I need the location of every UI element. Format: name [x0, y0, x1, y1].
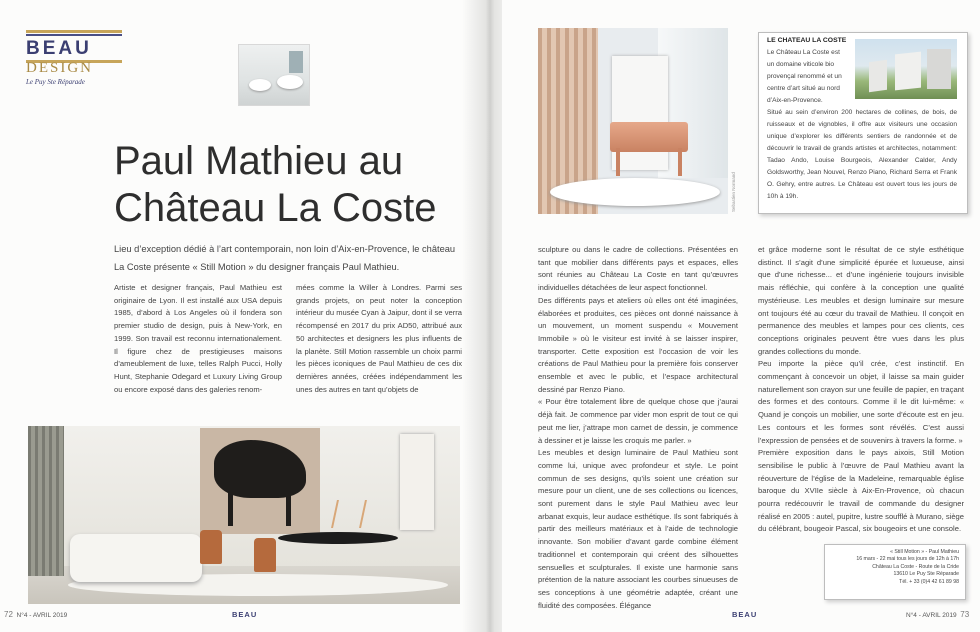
interior-exhibition-photo [28, 426, 460, 604]
chateau-sidebar [758, 32, 968, 214]
exhibition-info-box [824, 544, 966, 600]
black-table [278, 532, 398, 544]
copper-bench [610, 122, 688, 152]
info-city: 13610 Le Puy Ste Réparade [893, 571, 959, 578]
chateau-landscape-photo [855, 39, 957, 99]
article-column-2 [296, 282, 462, 396]
right-photo-credit: Sebastien Normand [731, 172, 736, 212]
article-column-3 [538, 244, 738, 612]
column-3-para-1: sculpture ou dans le cadre de collections. Présentées en tant que mobilier dans différents pays et espaces, elles sont réunies au Château La Coste en tant qu’œuvres individuelles détachées de leur aspect fonctionnel. [538, 245, 738, 293]
sidebar-heading: LE CHATEAU LA COSTE [767, 37, 847, 44]
logo-sub: DESIGN [26, 60, 93, 76]
logo-tagline: Le Puy Ste Réparade [26, 78, 85, 86]
info-title: « Still Motion » - Paul Mathieu [890, 549, 959, 555]
column-2-text: mées comme la Willer à Londres. Parmi ses grands projets, on peut noter la conception intérieur du musée Cyan à Jaipur, dont il se verra récompensé en 2017 du prix AD50, attribué aux 50 architectes et designers les plus influents de la planète. Still Motion rassemble un choix parmi les pièces iconiques de Paul Mathieu de ces dix dernières années, créées indépendamment les unes des autres en tant qu’objets de [296, 283, 462, 394]
right-page [502, 0, 980, 632]
column-4-para-1: et grâce moderne sont le résultat de ce style esthétique distinct. Il s’agit d’une simplicité épurée et luxueuse, ainsi que d’une richesse... et d’une ingénierie toujours invisible mais réfléchie, qui confère à la conception une qualité mystérieuse. Les meubles et design luminaire sur mesure ont toujours été au cœur du travail de Mathieu. Il conçoit en permanence des meubles et lampes pour ces clients, ces conceptions originales peuvent être vues dans les plus grandes collections du monde. [758, 245, 964, 356]
article-lead: Lieu d’exception dédié à l’art contemporain, non loin d’Aix-en-Provence, le château La Coste présente « Still Motion » du designer français Paul Mathieu. [114, 244, 456, 272]
title-line-1: Paul Mathieu au [114, 139, 404, 183]
info-phone: Tél. + 33 (0)4 42 61 89 98 [899, 578, 959, 585]
left-folio: 72 N°4 - AVRIL 2019 [4, 610, 68, 619]
right-folio: N°4 - AVRIL 2019 73 [906, 610, 970, 619]
logo-brand: BEAU [26, 38, 92, 59]
white-sofa [70, 534, 202, 582]
title-line-2: Château La Coste [114, 186, 437, 230]
left-page [0, 0, 478, 632]
column-4-para-3: Première exposition dans le pays aixois, Still Motion sensibilise le public à l’œuvre de Paul Mathieu avant la réouverture de l’église de la Madeleine, remarquable église baroque du XVIIe siècle à Aix-En-Provence, où chacun pourra redécouvrir le travail de commande du designer réalisé en 2005 : autel, pupitre, lustre soufflé à Murano, siège du célébrant, bougeoir Pascal, six bougeoirs et une console. [758, 448, 964, 534]
bench-sculpture-photo [538, 28, 728, 214]
column-3-para-4: Les meubles et design luminaire de Paul Mathieu sont comme lui, unique avec profondeur et style. Le point commun de ses designs, qu’ils soient une création sur mesure pour un client, une de ses collections ou licences, sont purement dans le style Paul Mathieu avec leur arbanat exquis, leur audace esthétique. Ils sont fabriqués à partir des meilleurs matériaux et à l’aide de technologie innovante. Son mobilier d’avant garde combine élément traditionnel et contemporain qui créent des silhouettes sensuelles et sculpturales. Il existe une harmonie sans prétention de la nature associant les courbes sinueuses de ses conceptions à une géométrie adaptée, créant une fluidité des composées. Élégance [538, 448, 738, 610]
info-venue: Château La Coste - Route de la Cride [872, 563, 959, 570]
beau-design-logo [26, 30, 122, 86]
article-column-4 [758, 244, 964, 536]
column-3-quote: « Pour être totalement libre de quelque chose que j’aurai déjà fait. Je commence par vider mon esprit de tout ce qui peut me lier, j’attrape mon carnet de dessin, je commence à dessiner et je laisse les croquis me parler. » [538, 397, 738, 445]
info-dates: 16 mars - 22 mai tous les jours de 12h à 17h [856, 556, 959, 563]
exhibition-thumbnail-photo [238, 44, 310, 106]
article-title [114, 138, 464, 232]
left-folio-brand: BEAU [232, 610, 258, 619]
column-3-para-2: Des différents pays et ateliers où elles ont été imaginées, élaborées et produites, ces pièces ont donné naissance à un mouvement, un moment suspendu « Mouvement Immobile » où le visiteur est invité à se laisser inspirer, transporter. Cette exposition est l’occasion de voir les créations de Paul Mathieu pour la première fois conserver ensemble et avec le public, et l’espace architectural dessiné par Renzo Piano. [538, 295, 738, 394]
column-1-text: Artiste et designer français, Paul Mathieu est originaire de Lyon. Il est installé aux USA depuis 1985, d’abord à Los Angeles où il fondera son premier studio de design, puis à New-York, en 1999. Son travail est reconnu internationalement. Il figure chez de prestigieuses maisons d’ameublement de luxe, telles Ralph Pucci, Holly Hunt, Stephanie Odegard et Luxury Living Group ou encore exposé dans des galeries renom- [114, 283, 282, 394]
column-4-para-2: Peu importe la pièce qu’il crée, c’est instinctif. En commençant à concevoir un objet, il laisse sa main guider naturellement son crayon sur une feuille de papier, en traçant des formes et des contours. Comme il le dit lui-même: « Quand je conçois un mobilier, une sorte d’écoute est en jeu. Les contours et les formes sont révélés. C’est aussi l’expression de pensées et de souvenirs à travers la forme. » [758, 359, 965, 445]
sidebar-body: Situé au sein d’environ 200 hectares de collines, de bois, de ruisseaux et de vignobles, il offre aux visiteurs une occasion unique d’explorer les différents sentiers de randonnée et de découvrir le travail de grands artistes et architectes, notamment: Tadao Ando, Louise Bourgeois, Alexander Calder, Andy Goldsworthy, Jean Nouvel, Renzo Piano, Richard Serra et Frank O. Gehry, entre autres. Le Château est ouvert tous les jours de 10h à 19h. [767, 109, 957, 200]
sidebar-intro: Le Château La Coste est un domaine viticole bio provençal renommé et un centre d’art situé au nord d’Aix-en-Provence. [767, 49, 842, 104]
right-folio-brand: BEAU [732, 610, 758, 619]
article-column-1 [114, 282, 282, 396]
